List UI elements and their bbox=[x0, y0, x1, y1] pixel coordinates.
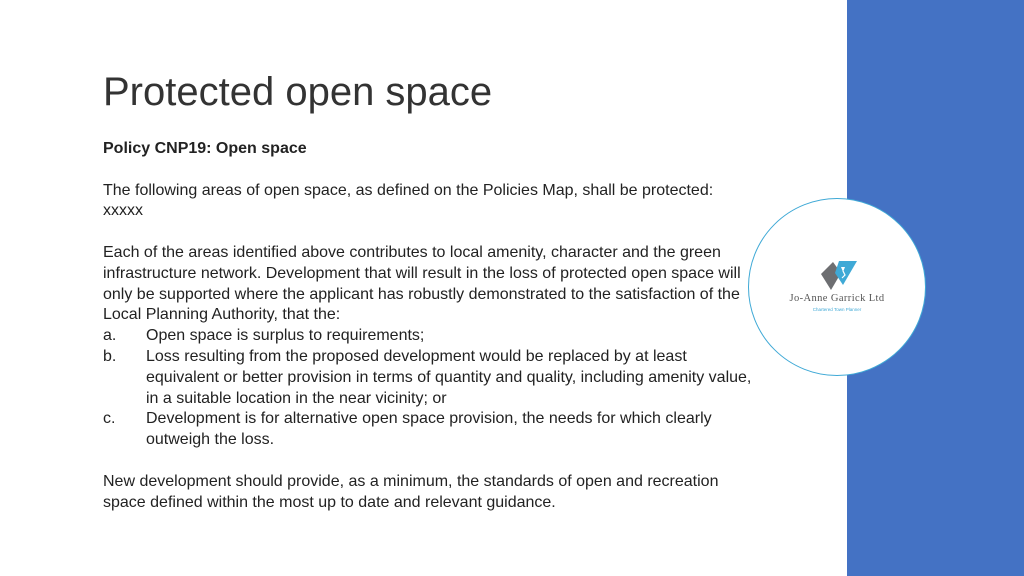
logo-tagline: Chartered Town Planner bbox=[812, 307, 862, 312]
list-item-text: Development is for alternative open space provision, the needs for which clearly outweigh the loss. bbox=[146, 410, 712, 449]
slide-title: Protected open space bbox=[103, 70, 493, 114]
list-marker: c. bbox=[103, 410, 116, 428]
list-item bbox=[103, 409, 753, 451]
conditions-list bbox=[103, 326, 753, 451]
list-item-text: Open space is surplus to requirements; bbox=[146, 327, 425, 345]
list-item bbox=[103, 326, 753, 347]
list-item-text: Loss resulting from the proposed development would be replaced by at least equivalent or better provision in terms of quantity and quality, including amenity value, in a suitable location in the near vicinity; or bbox=[146, 347, 752, 407]
paragraph-protected-areas: The following areas of open space, as defined on the Policies Map, shall be protected: xxxxx bbox=[103, 181, 714, 220]
policy-heading: Policy CNP19: Open space bbox=[103, 140, 307, 157]
diamond-logo-icon bbox=[819, 257, 859, 295]
logo-badge bbox=[748, 198, 926, 376]
paragraph-loss-conditions: Each of the areas identified above contributes to local amenity, character and the green infrastructure network. Development that will result in the loss of protected open space will only be supported where the applicant has robustly demonstrated to the satisfaction of the Local Planning Authority, that the: bbox=[103, 243, 741, 324]
list-marker: b. bbox=[103, 347, 117, 365]
list-item bbox=[103, 347, 753, 409]
list-marker: a. bbox=[103, 327, 117, 345]
logo-company-name: Jo-Anne Garrick Ltd bbox=[789, 293, 885, 304]
paragraph-new-development: New development should provide, as a minimum, the standards of open and recreation space defined within the most up to date and relevant guidance. bbox=[103, 472, 719, 511]
slide-body bbox=[103, 139, 753, 513]
